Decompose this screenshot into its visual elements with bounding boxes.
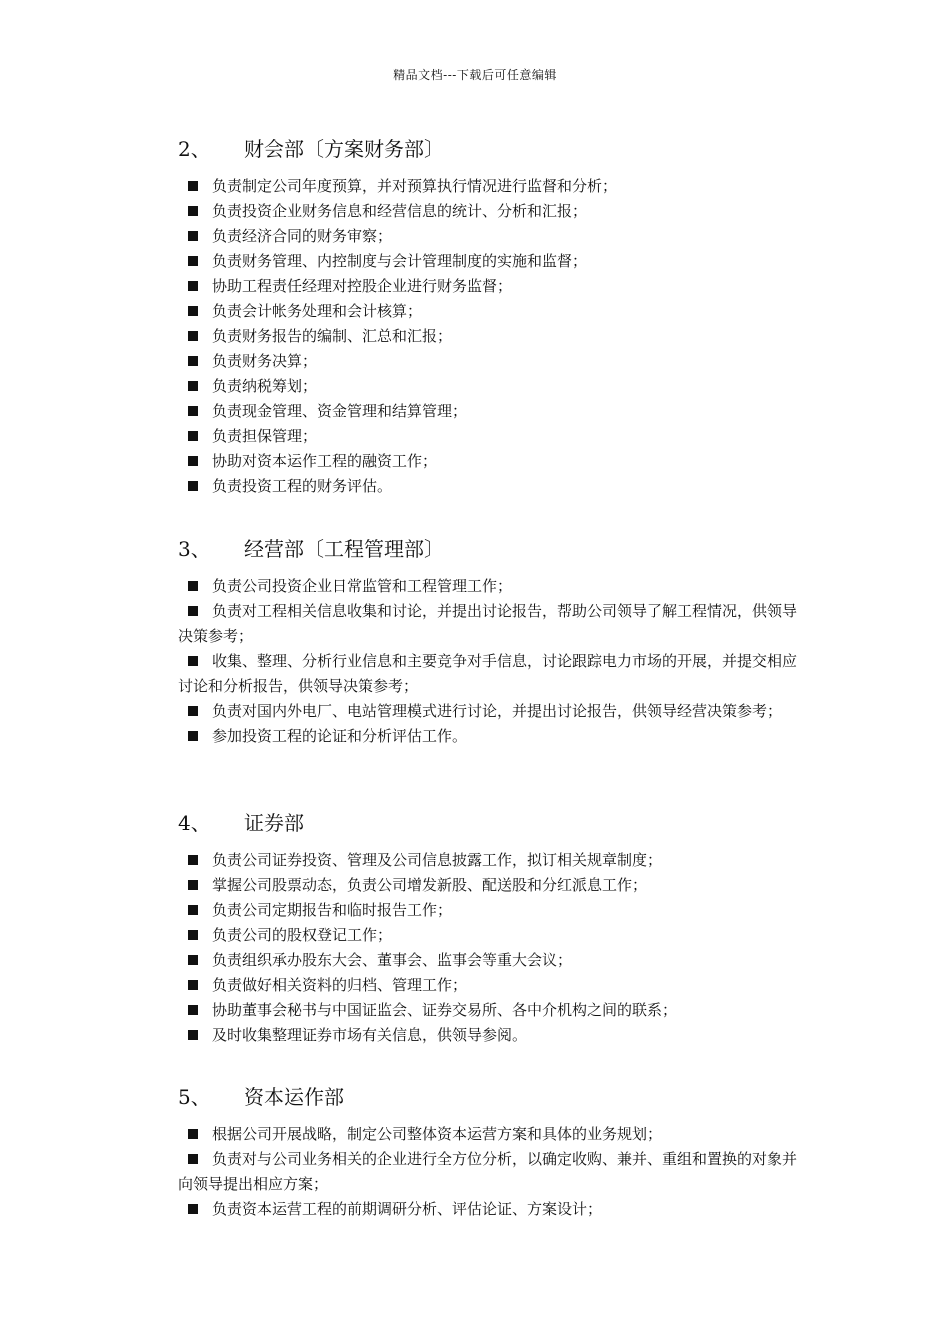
square-bullet-icon (188, 880, 198, 890)
square-bullet-icon (188, 980, 198, 990)
square-bullet-icon (188, 706, 198, 716)
square-bullet-icon (188, 955, 198, 965)
square-bullet-icon (188, 731, 198, 741)
list-item: 负责财务报告的编制、汇总和汇报； (178, 324, 808, 349)
list-item: 负责对国内外电厂、电站管理模式进行讨论，并提出讨论报告，供领导经营决策参考； (178, 699, 808, 724)
list-item: 负责组织承办股东大会、董事会、监事会等重大会议； (178, 948, 808, 973)
page-header: 精品文档---下载后可任意编辑 (393, 68, 557, 82)
list-item: 负责资本运营工程的前期调研分析、评估论证、方案设计； (178, 1197, 808, 1222)
list-item: 及时收集整理证券市场有关信息，供领导参阅。 (178, 1023, 808, 1048)
square-bullet-icon (188, 1005, 198, 1015)
square-bullet-icon (188, 606, 198, 616)
list-item: 收集、整理、分析行业信息和主要竞争对手信息，讨论跟踪电力市场的开展，并提交相应讨论和分析报告，供领导决策参考； (178, 652, 798, 695)
list-item: 掌握公司股票动态，负责公司增发新股、配送股和分红派息工作； (178, 873, 808, 898)
square-bullet-icon (188, 855, 198, 865)
list-item: 负责公司定期报告和临时报告工作； (178, 898, 808, 923)
section-heading (178, 532, 808, 566)
square-bullet-icon (188, 456, 198, 466)
square-bullet-icon (188, 581, 198, 591)
section-securities (178, 806, 808, 1048)
square-bullet-icon (188, 905, 198, 915)
square-bullet-icon (188, 481, 198, 491)
list-item: 负责财务决算； (178, 349, 808, 374)
list-item: 负责做好相关资料的归档、管理工作； (178, 973, 808, 998)
section-number: 2、 (178, 137, 211, 161)
list-item: 协助工程责任经理对控股企业进行财务监督； (178, 274, 808, 299)
list-item: 负责投资工程的财务评估。 (178, 474, 808, 499)
list-item: 负责财务管理、内控制度与会计管理制度的实施和监督； (178, 249, 808, 274)
section-heading (178, 132, 808, 166)
section-title: 财会部〔方案财务部〕 (244, 137, 444, 161)
square-bullet-icon (188, 256, 198, 266)
square-bullet-icon (188, 930, 198, 940)
list-item: 负责公司的股权登记工作； (178, 923, 808, 948)
square-bullet-icon (188, 1030, 198, 1040)
square-bullet-icon (188, 381, 198, 391)
square-bullet-icon (188, 281, 198, 291)
list-item: 负责经济合同的财务审察； (178, 224, 808, 249)
duty-list (178, 1122, 808, 1222)
list-item: 参加投资工程的论证和分析评估工作。 (178, 724, 808, 749)
duty-list (178, 174, 808, 499)
section-title: 证券部 (244, 811, 304, 835)
square-bullet-icon (188, 1154, 198, 1164)
list-item: 协助对资本运作工程的融资工作； (178, 449, 808, 474)
list-item: 负责投资企业财务信息和经营信息的统计、分析和汇报； (178, 199, 808, 224)
list-item: 负责公司投资企业日常监管和工程管理工作； (178, 574, 808, 599)
list-item: 负责公司证券投资、管理及公司信息披露工作，拟订相关规章制度； (178, 848, 808, 873)
square-bullet-icon (188, 656, 198, 666)
section-number: 3、 (178, 537, 211, 561)
section-heading (178, 806, 808, 840)
square-bullet-icon (188, 356, 198, 366)
list-item: 负责现金管理、资金管理和结算管理； (178, 399, 808, 424)
list-item: 负责对与公司业务相关的企业进行全方位分析，以确定收购、兼并、重组和置换的对象并向领导提出相应方案； (178, 1150, 798, 1193)
section-operations (178, 532, 808, 749)
section-capital-operations (178, 1080, 808, 1222)
section-title: 资本运作部 (244, 1085, 344, 1109)
square-bullet-icon (188, 1204, 198, 1214)
list-item: 负责制定公司年度预算，并对预算执行情况进行监督和分析； (178, 174, 808, 199)
list-item: 根据公司开展战略，制定公司整体资本运营方案和具体的业务规划； (178, 1122, 808, 1147)
square-bullet-icon (188, 181, 198, 191)
section-title: 经营部〔工程管理部〕 (244, 537, 444, 561)
duty-list (178, 848, 808, 1048)
list-item: 负责担保管理； (178, 424, 808, 449)
section-heading (178, 1080, 808, 1114)
list-item: 负责会计帐务处理和会计核算； (178, 299, 808, 324)
square-bullet-icon (188, 406, 198, 416)
square-bullet-icon (188, 306, 198, 316)
square-bullet-icon (188, 431, 198, 441)
duty-list (178, 574, 808, 749)
section-finance (178, 132, 808, 499)
section-number: 4、 (178, 811, 211, 835)
list-item: 负责纳税筹划； (178, 374, 808, 399)
square-bullet-icon (188, 1129, 198, 1139)
section-number: 5、 (178, 1085, 211, 1109)
square-bullet-icon (188, 231, 198, 241)
square-bullet-icon (188, 331, 198, 341)
list-item: 协助董事会秘书与中国证监会、证券交易所、各中介机构之间的联系； (178, 998, 808, 1023)
list-item: 负责对工程相关信息收集和讨论，并提出讨论报告，帮助公司领导了解工程情况，供领导决策参考； (178, 602, 798, 645)
square-bullet-icon (188, 206, 198, 216)
